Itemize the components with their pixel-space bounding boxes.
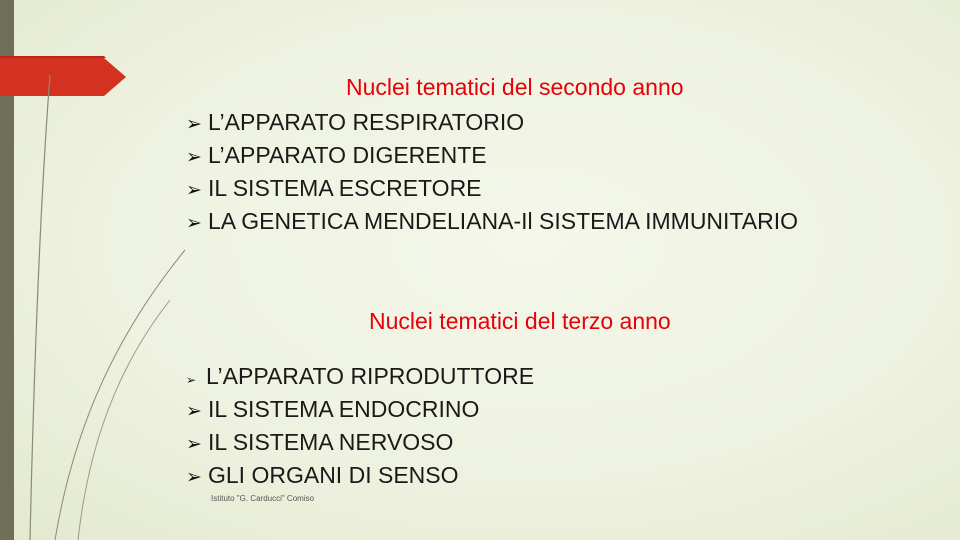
topics-list-terzo-anno [186,360,534,492]
arrowhead-bullet-icon: ➢ [186,466,202,488]
arrowhead-bullet-icon: ➢ [186,212,202,234]
list-item: ➢ L’APPARATO RIPRODUTTORE [186,360,534,393]
arrowhead-bullet-icon: ➢ [186,113,202,135]
list-item: ➢ IL SISTEMA NERVOSO [186,426,534,459]
footer-school-name: Istituto "G. Carducci" Comiso [211,494,315,503]
heading-terzo-anno: Nuclei tematici del terzo anno [369,308,671,334]
arrowhead-bullet-icon: ➢ [186,433,202,455]
list-item: ➢ L’APPARATO RESPIRATORIO [186,106,798,139]
list-item: ➢ GLI ORGANI DI SENSO [186,459,534,492]
list-item: ➢ IL SISTEMA ESCRETORE [186,172,798,205]
arrowhead-bullet-icon: ➢ [186,146,202,168]
arrowhead-bullet-icon: ➢ [186,179,202,201]
red-accent-tab [0,0,128,98]
list-item: ➢ IL SISTEMA ENDOCRINO [186,393,534,426]
list-item: ➢ L’APPARATO DIGERENTE [186,139,798,172]
list-item: ➢ LA GENETICA MENDELIANA-Il SISTEMA IMMUNITARIO [186,205,798,238]
arrowhead-bullet-icon: ➢ [186,400,202,422]
topics-list-secondo-anno [186,106,798,238]
heading-secondo-anno: Nuclei tematici del secondo anno [346,74,684,100]
arrowhead-bullet-icon: ➢ [186,373,197,387]
